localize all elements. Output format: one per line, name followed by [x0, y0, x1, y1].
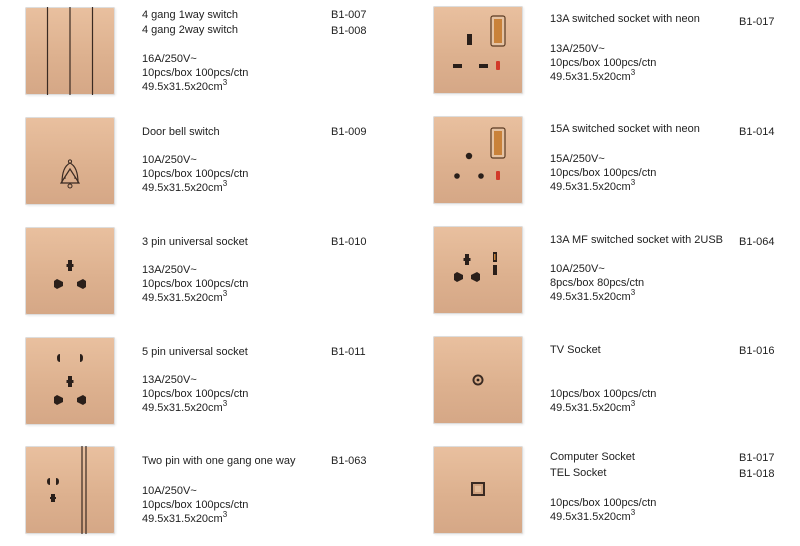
product-code: B1-064 [739, 236, 775, 248]
carton-size: $49.5x31.5x20cm^3$ [142, 179, 228, 194]
product-b1-007 [25, 7, 405, 107]
product-name: 13A MF switched socket with 2USB [550, 234, 724, 246]
packing: 10pcs/box 100pcs/ctn [142, 168, 249, 180]
product-specs [550, 387, 656, 415]
four-gang-switch-plate [25, 7, 115, 95]
product-specs [142, 263, 248, 305]
data-socket-plate [433, 446, 523, 534]
product-code: B1-011 [331, 346, 366, 358]
product-specs [550, 152, 656, 194]
rating: 15A/250V~ [550, 153, 605, 165]
product-code: B1-018 [739, 468, 775, 480]
usb-socket-plate [433, 226, 523, 314]
packing: 10pcs/box 100pcs/ctn [142, 278, 249, 290]
product-code: B1-016 [739, 345, 775, 357]
product-name: TV Socket [550, 344, 601, 356]
product-name: 5 pin universal socket [142, 346, 248, 358]
product-code: B1-017 [739, 452, 775, 464]
door-bell-switch-plate [25, 117, 115, 205]
carton-size: $49.5x31.5x20cm^3$ [550, 399, 636, 414]
rating: 13A/250V~ [550, 43, 605, 55]
five-pin-socket-plate [25, 337, 115, 425]
packing: 10pcs/box 100pcs/ctn [142, 499, 249, 511]
tv-coax-icon [433, 336, 523, 424]
packing: 10pcs/box 100pcs/ctn [142, 388, 249, 400]
product-b1-064 [433, 226, 800, 326]
product-name: 4 gang 2way switch [142, 24, 238, 36]
carton-size: $49.5x31.5x20cm^3$ [142, 289, 228, 304]
round-pin-15a-socket-plate [433, 116, 523, 204]
product-b1-016 [433, 336, 800, 436]
product-name: Two pin with one gang one way [142, 455, 296, 467]
product-name: 3 pin universal socket [142, 236, 248, 248]
product-code: B1-009 [331, 126, 367, 138]
product-specs [142, 484, 248, 526]
rj45-socket-icon [433, 446, 523, 534]
four-gang-switch-icon [25, 7, 115, 95]
product-b1-017-018 [433, 446, 800, 546]
two-pin-switch-socket-icon [25, 446, 115, 534]
product-specs [550, 496, 656, 524]
product-name: 4 gang 1way switch [142, 9, 238, 21]
product-b1-063 [25, 446, 405, 546]
carton-size: $49.5x31.5x20cm^3$ [142, 510, 228, 525]
rating: 13A/250V~ [142, 374, 197, 386]
product-specs [142, 373, 248, 415]
rating: 16A/250V~ [142, 53, 197, 65]
universal-socket-plate [25, 227, 115, 315]
carton-size: $49.5x31.5x20cm^3$ [142, 78, 228, 93]
five-pin-socket-icon [25, 337, 115, 425]
uk-13a-socket-plate [433, 6, 523, 94]
packing: 8pcs/box 80pcs/ctn [550, 277, 645, 289]
uk-13a-socket-icon [433, 6, 523, 94]
packing: 10pcs/box 100pcs/ctn [550, 388, 657, 400]
product-name: 15A switched socket with neon [550, 123, 700, 135]
product-code: B1-017 [739, 16, 775, 28]
carton-size: $49.5x31.5x20cm^3$ [550, 68, 636, 83]
carton-size: $49.5x31.5x20cm^3$ [550, 178, 636, 193]
rating: 10A/250V~ [142, 154, 197, 166]
rating: 10A/250V~ [142, 485, 197, 497]
tv-socket-plate [433, 336, 523, 424]
rating: 13A/250V~ [142, 264, 197, 276]
packing: 10pcs/box 100pcs/ctn [142, 67, 249, 79]
product-specs [142, 153, 248, 195]
usb-socket-icon [433, 226, 523, 314]
carton-size: $49.5x31.5x20cm^3$ [142, 399, 228, 414]
round-pin-15a-socket-icon [433, 116, 523, 204]
product-name: Computer Socket [550, 451, 635, 463]
product-name: Door bell switch [142, 126, 220, 138]
carton-size: $49.5x31.5x20cm^3$ [550, 288, 636, 303]
packing: 10pcs/box 100pcs/ctn [550, 497, 657, 509]
product-b1-010 [25, 227, 405, 327]
product-specs [550, 42, 656, 84]
product-b1-009 [25, 117, 405, 217]
product-name: 13A switched socket with neon [550, 13, 700, 25]
product-code: B1-008 [331, 25, 367, 37]
product-specs [550, 262, 644, 304]
universal-socket-icon [25, 227, 115, 315]
packing: 10pcs/box 100pcs/ctn [550, 167, 657, 179]
product-code: B1-007 [331, 9, 367, 21]
product-code: B1-063 [331, 455, 367, 467]
product-b1-017-13a [433, 6, 800, 106]
product-specs [142, 52, 248, 94]
product-b1-014 [433, 116, 800, 216]
product-name: TEL Socket [550, 467, 607, 479]
bell-icon [25, 117, 115, 205]
product-code: B1-014 [739, 126, 775, 138]
product-b1-011 [25, 337, 405, 437]
packing: 10pcs/box 100pcs/ctn [550, 57, 657, 69]
carton-size: $49.5x31.5x20cm^3$ [550, 508, 636, 523]
rating: 10A/250V~ [550, 263, 605, 275]
two-pin-switch-socket-plate [25, 446, 115, 534]
product-code: B1-010 [331, 236, 367, 248]
